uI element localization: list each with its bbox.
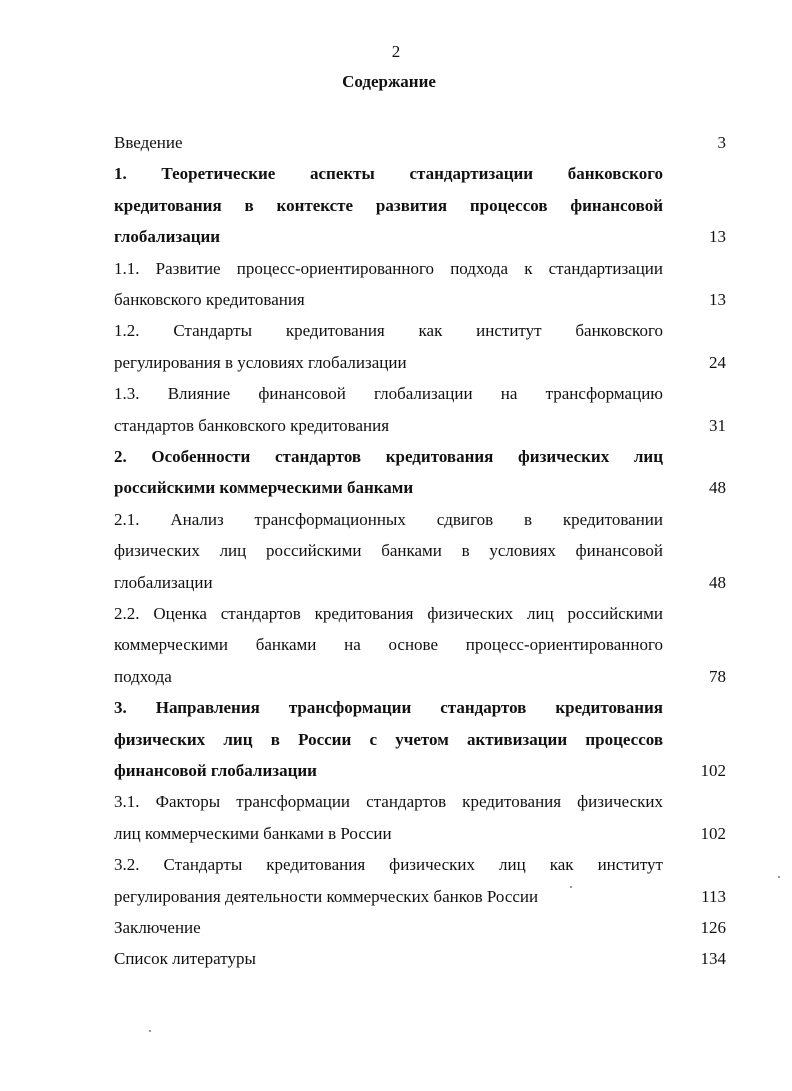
toc-entry-line: Введение: [114, 133, 183, 152]
toc-entry-line: 2. Особенности стандартов кредитования физических лиц: [114, 447, 663, 466]
scan-speck: [149, 1030, 151, 1032]
toc-entry-line: 2.2. Оценка стандартов кредитования физических лиц российскими: [114, 604, 663, 623]
toc-entry-line: лиц коммерческими банками в России: [114, 823, 392, 843]
toc-entry-line: физических лиц в России с учетом активизации процессов: [114, 729, 663, 749]
toc-entry-line: российскими коммерческими банками: [114, 478, 414, 498]
page-title: Содержание: [342, 72, 436, 91]
toc-page-number: 113: [701, 886, 726, 906]
page-number: 2: [391, 42, 401, 61]
toc-entry-line: финансовой глобализации: [114, 761, 317, 780]
toc-page-number: 13: [709, 290, 726, 309]
toc-entry-line: Заключение: [114, 918, 201, 937]
toc-entry-line: кредитования в контексте развития процессов финансовой: [114, 195, 663, 215]
toc-page-number: 48: [709, 572, 726, 592]
toc-page-number: 102: [700, 761, 726, 780]
toc-entry-line: 3. Направления трансформации стандартов кредитования: [114, 698, 663, 718]
toc-page-number: 102: [700, 823, 726, 843]
toc-page-number: 24: [709, 352, 726, 372]
toc-page-number: 78: [709, 666, 726, 686]
toc-entry-line: 3.2. Стандарты кредитования физических лиц как институт: [114, 855, 663, 875]
toc-entry-line: 1.2. Стандарты кредитования как институт банковского: [114, 321, 663, 341]
toc-entry-line: глобализации: [114, 227, 221, 247]
toc-entry-line: регулирования в условиях глобализации: [114, 352, 407, 372]
toc-entry-line: 3.1. Факторы трансформации стандартов кредитования физических: [114, 792, 663, 812]
toc-page-number: 3: [717, 133, 726, 152]
toc-entry-line: коммерческими банками на основе процесс-ориентированного: [114, 635, 663, 655]
toc-entry-line: Список литературы: [114, 949, 256, 969]
toc-entry-line: регулирования деятельности коммерческих банков России: [114, 886, 539, 906]
toc-page-number: 13: [709, 227, 726, 247]
scan-speck: [570, 886, 572, 888]
toc-entry-line: банковского кредитования: [114, 290, 305, 309]
toc-entry-line: 1.3. Влияние финансовой глобализации на трансформацию: [114, 384, 663, 404]
toc-page-number: 126: [700, 918, 726, 937]
scan-speck: [778, 876, 780, 878]
toc-entry-line: 1.1. Развитие процесс-ориентированного подхода к стандартизации: [114, 258, 663, 278]
toc-entry-line: подхода: [114, 666, 172, 686]
toc-entry-line: 1. Теоретические аспекты стандартизации банковского: [114, 164, 663, 184]
toc-page-number: 134: [700, 949, 726, 969]
toc-entry-line: стандартов банковского кредитования: [114, 415, 390, 435]
toc-entry-line: физических лиц российскими банками в условиях финансовой: [114, 541, 663, 561]
toc-page-number: 31: [709, 415, 726, 435]
toc-entry-line: 2.1. Анализ трансформационных сдвигов в кредитовании: [114, 509, 663, 529]
toc-page-number: 48: [709, 478, 726, 498]
toc-entry-line: глобализации: [114, 572, 213, 592]
